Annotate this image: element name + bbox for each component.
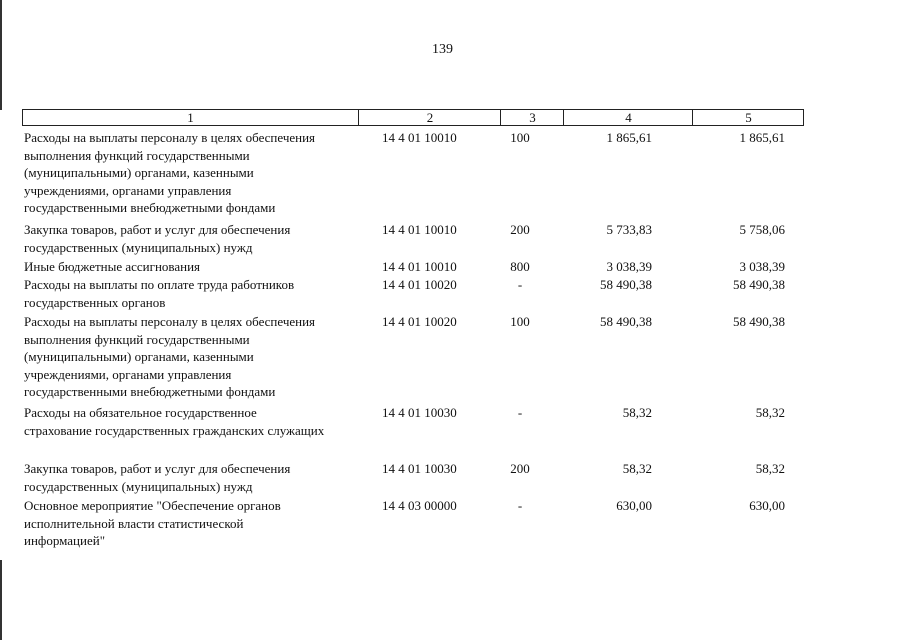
row-name [24, 276, 362, 311]
row-code: 14 4 01 10010 [382, 259, 457, 274]
row-type: 800 [510, 259, 530, 274]
row-name-line: исполнительной власти статистической [24, 515, 244, 531]
column-header-1: 1 [187, 110, 194, 125]
row-name [24, 258, 362, 276]
row-value-5: 1 865,61 [739, 130, 785, 145]
row-type: 200 [510, 222, 530, 237]
column-header-2: 2 [358, 110, 501, 125]
row-code: 14 4 01 10020 [382, 277, 457, 292]
row-code: 14 4 01 10010 [382, 130, 457, 145]
row-name-line: государственными внебюджетными фондами [24, 200, 276, 215]
column-header-3: 3 [500, 110, 564, 125]
page-number: 139 [432, 42, 453, 57]
row-value-4: 58 490,38 [600, 277, 652, 292]
row-value-4: 58 490,38 [600, 314, 652, 329]
row-value-4: 5 733,83 [606, 222, 652, 237]
row-name-line: (муниципальными) органами, казенными [24, 349, 254, 364]
row-name [24, 460, 362, 495]
row-code: 14 4 01 10020 [382, 314, 457, 329]
left-edge-mark-lower [0, 560, 2, 640]
row-name-line: Закупка товаров, работ и услуг для обеспечения [24, 222, 291, 237]
row-name-line: Иные бюджетные ассигнования [24, 259, 201, 274]
row-name-line: государственных (муниципальных) нужд [24, 478, 253, 494]
row-value-5: 3 038,39 [739, 259, 785, 274]
row-name-line: выполнения функций государственными [24, 331, 250, 347]
row-name-line: Расходы на выплаты по оплате труда работников [24, 277, 295, 292]
row-name-line: государственных органов [24, 294, 166, 310]
row-value-5: 58 490,38 [733, 314, 785, 329]
row-name-line: Закупка товаров, работ и услуг для обеспечения [24, 461, 291, 476]
row-name-line: выполнения функций государственными [24, 147, 250, 163]
row-name-line: Расходы на выплаты персоналу в целях обеспечения [24, 130, 316, 145]
row-value-4: 58,32 [622, 461, 652, 476]
row-name [24, 404, 362, 439]
row-name [24, 129, 362, 217]
row-name-line: страхование государственных гражданских служащих [24, 422, 325, 438]
row-name-line: информацией" [24, 533, 105, 548]
row-name [24, 221, 362, 256]
row-name-line: (муниципальными) органами, казенными [24, 165, 254, 180]
row-value-4: 630,00 [616, 498, 652, 513]
row-value-4: 1 865,61 [606, 130, 652, 145]
row-name-line: Расходы на обязательное государственное [24, 405, 257, 420]
table-header [22, 109, 804, 126]
row-type: - [517, 498, 523, 513]
row-value-4: 58,32 [622, 405, 652, 420]
row-name-line: Основное мероприятие "Обеспечение органов [24, 498, 281, 513]
row-value-4: 3 038,39 [606, 259, 652, 274]
row-type: 100 [510, 130, 530, 145]
row-name-line: государственными внебюджетными фондами [24, 384, 276, 399]
row-value-5: 5 758,06 [739, 222, 785, 237]
row-name [24, 313, 362, 401]
row-name [24, 497, 362, 550]
column-header-5: 5 [692, 110, 804, 125]
row-value-5: 58 490,38 [733, 277, 785, 292]
row-name-line: учреждениями, органами управления [24, 366, 232, 382]
row-value-5: 58,32 [755, 461, 785, 476]
row-value-5: 58,32 [755, 405, 785, 420]
row-name-line: государственных (муниципальных) нужд [24, 239, 253, 255]
row-value-5: 630,00 [749, 498, 785, 513]
row-type: 200 [510, 461, 530, 476]
row-code: 14 4 01 10010 [382, 222, 457, 237]
row-name-line: Расходы на выплаты персоналу в целях обеспечения [24, 314, 316, 329]
row-code: 14 4 01 10030 [382, 461, 457, 476]
row-code: 14 4 03 00000 [382, 498, 457, 513]
row-type: - [517, 405, 523, 420]
row-type: - [517, 277, 523, 292]
row-code: 14 4 01 10030 [382, 405, 457, 420]
row-type: 100 [510, 314, 530, 329]
column-header-4: 4 [563, 110, 693, 125]
row-name-line: учреждениями, органами управления [24, 182, 232, 198]
